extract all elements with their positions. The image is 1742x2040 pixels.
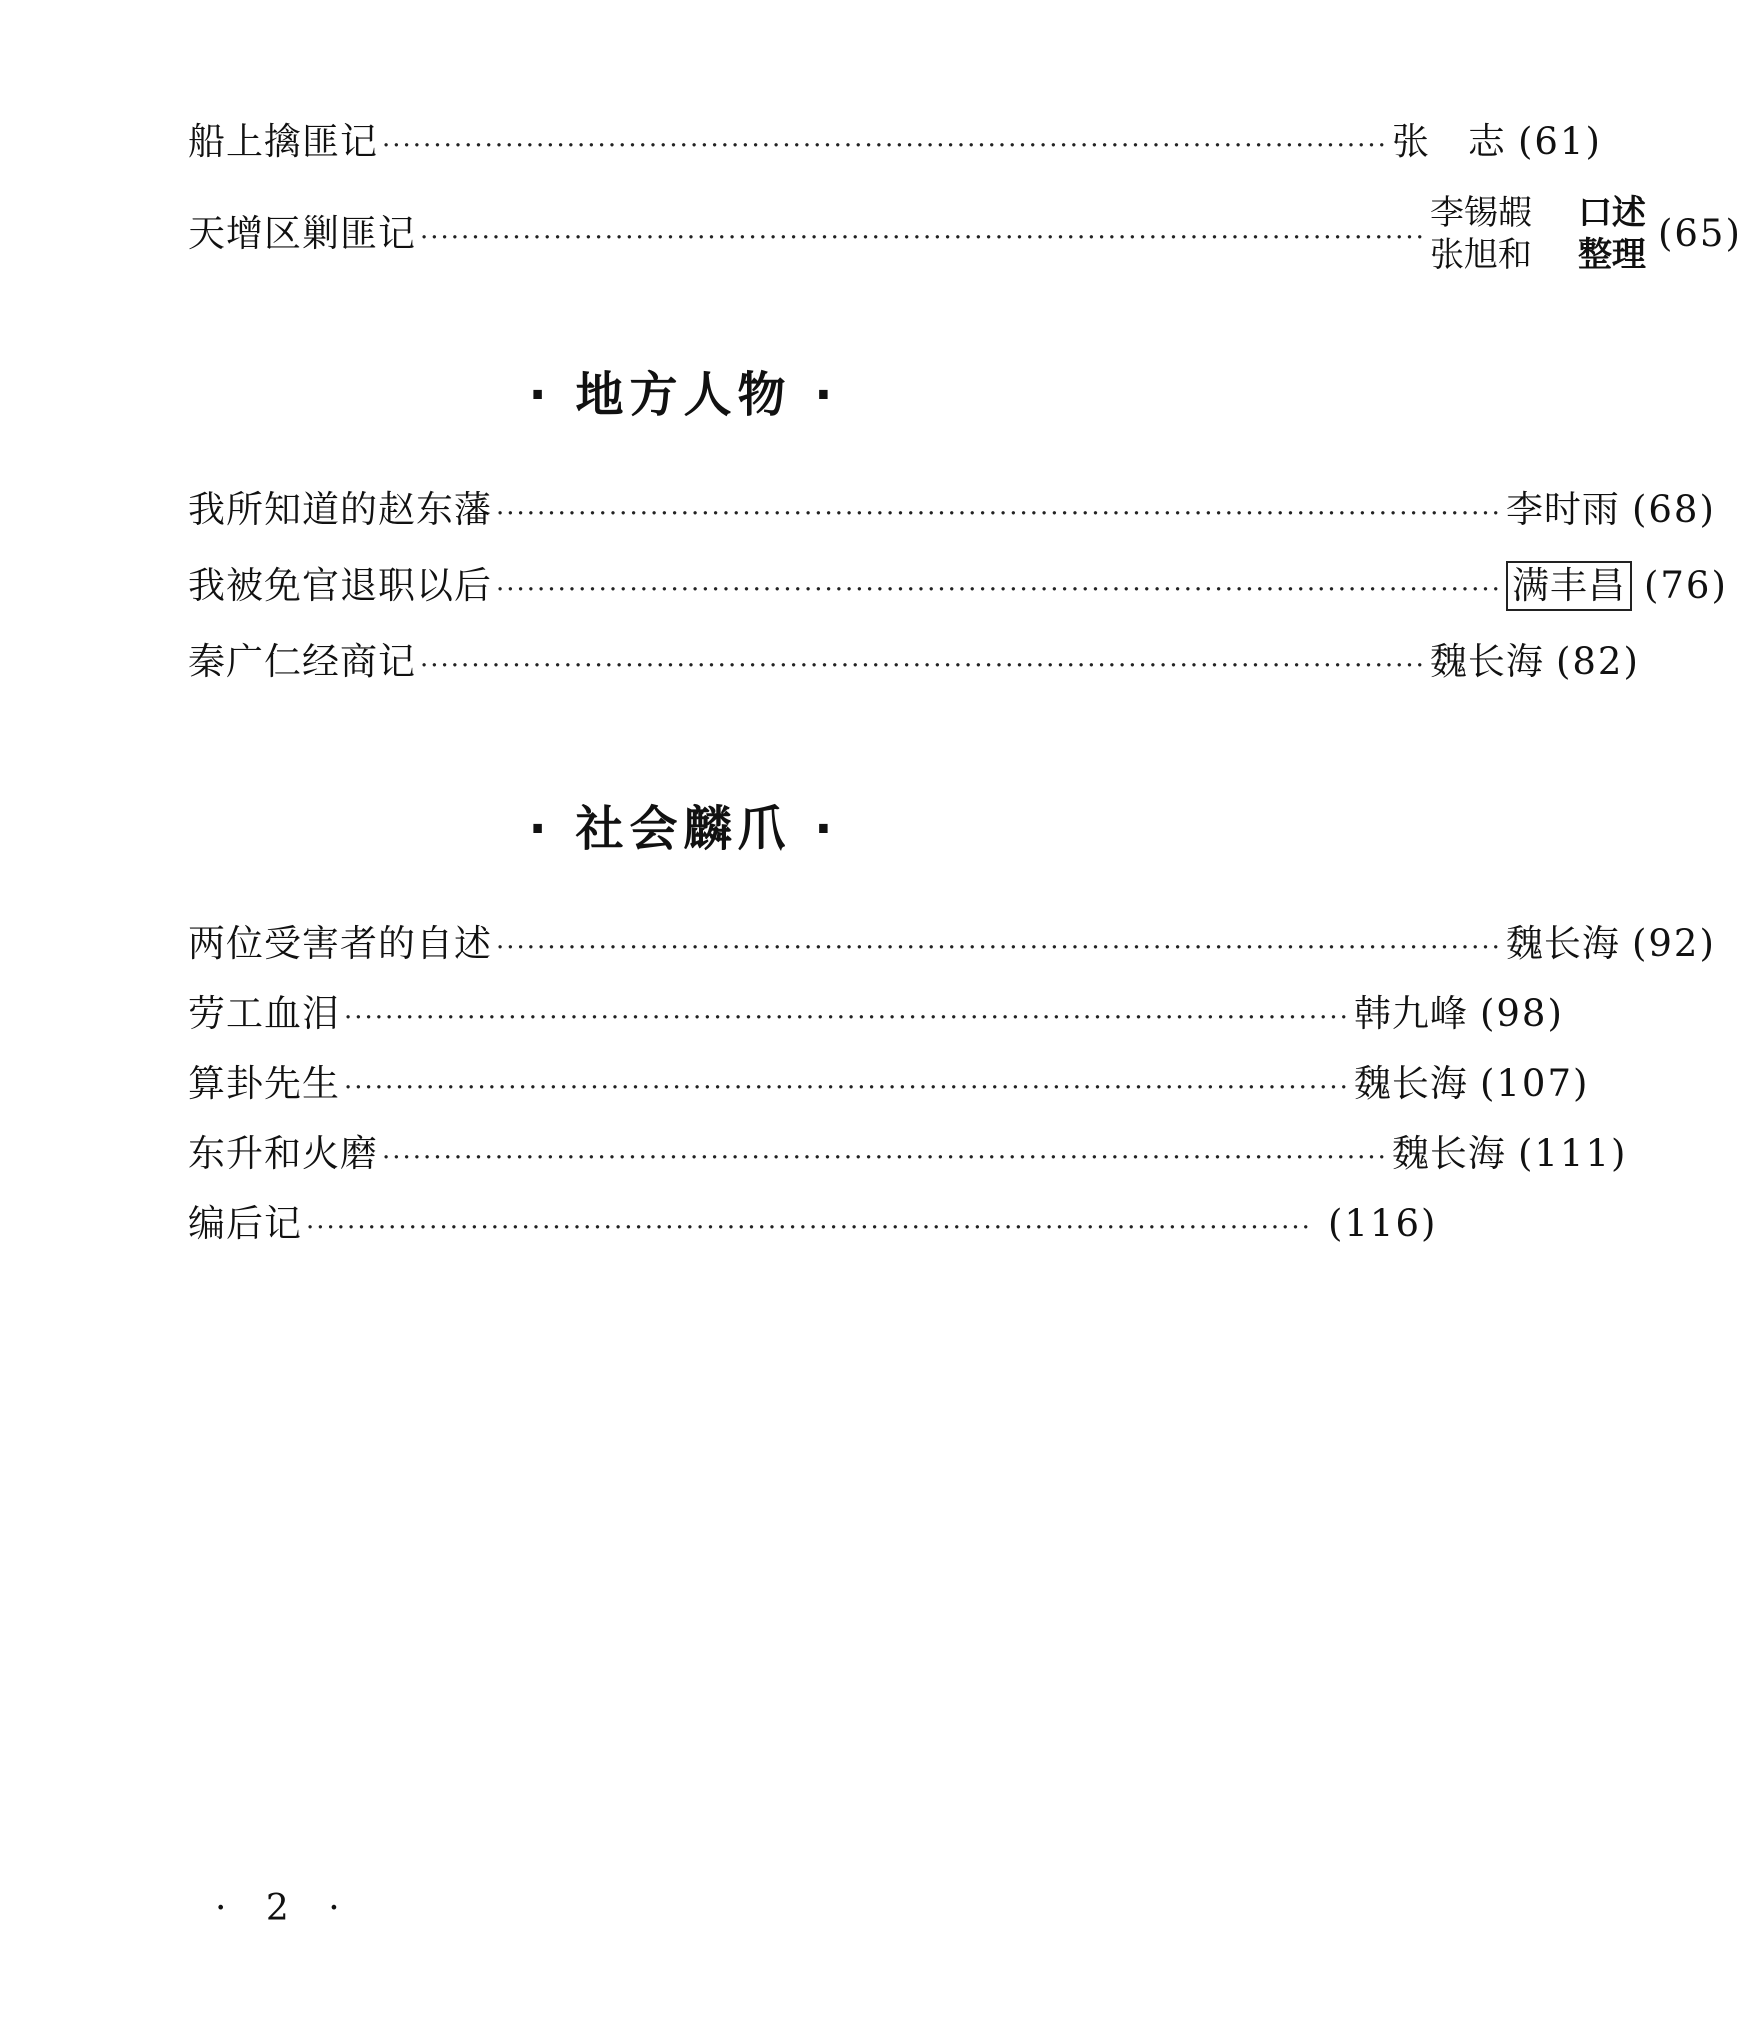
entry-page: (116) [1327, 1202, 1438, 1245]
entry-title: 我所知道的赵东藩 [188, 488, 492, 531]
entry-title: 秦广仁经商记 [188, 640, 416, 683]
entry-title: 两位受害者的自述 [188, 922, 492, 965]
toc-entry[interactable] [188, 482, 1716, 538]
entry-author: 魏长海 [1353, 1062, 1468, 1105]
entry-page: (111) [1517, 1132, 1628, 1175]
entry-title: 天增区剿匪记 [188, 212, 416, 255]
credit-row [1430, 234, 1646, 276]
dot-leader: ·································································································· [382, 1143, 1388, 1173]
dot-leader: ·································································································· [382, 131, 1388, 161]
entry-credits [1430, 192, 1646, 276]
toc-entry[interactable] [188, 634, 1640, 690]
entry-author: 李时雨 [1505, 488, 1620, 531]
toc-entry[interactable] [188, 114, 1602, 170]
dot-leader: ·································································································· [306, 1213, 1312, 1243]
dot-leader: ·································································································· [344, 1003, 1350, 1033]
entry-author: 满丰昌 [1506, 561, 1632, 611]
dot-leader: ·································································································· [344, 1073, 1350, 1103]
entry-title: 编后记 [188, 1202, 302, 1245]
credit-role: 口述 [1577, 193, 1646, 233]
entry-title: 劳工血泪 [188, 992, 340, 1035]
entry-page: (68) [1631, 488, 1716, 531]
dot-leader: ·································································································· [420, 223, 1426, 253]
entry-author: 魏长海 [1429, 640, 1544, 683]
page-number: · 2 · [215, 1888, 354, 1929]
entry-author: 张 志 [1391, 120, 1506, 163]
entry-page: (61) [1517, 120, 1602, 163]
entry-author: 魏长海 [1505, 922, 1620, 965]
dot-leader: ·································································································· [496, 933, 1502, 963]
toc-entry[interactable] [188, 1196, 1438, 1252]
dot-leader: ·································································································· [496, 575, 1502, 605]
dot-leader: ·································································································· [420, 651, 1426, 681]
section-heading: · 地方人物 · [528, 367, 839, 423]
entry-page: (82) [1555, 640, 1640, 683]
toc-entry[interactable] [188, 1126, 1628, 1182]
entry-page: (76) [1643, 564, 1728, 607]
toc-entry[interactable] [188, 184, 1742, 284]
entry-page: (107) [1479, 1062, 1590, 1105]
toc-entry[interactable] [188, 1056, 1590, 1112]
entry-title: 东升和火磨 [188, 1132, 378, 1175]
credit-name: 李锡嘏 [1429, 193, 1532, 233]
dot-leader: ·································································································· [496, 499, 1502, 529]
entry-title: 我被免官退职以后 [188, 564, 492, 607]
section-heading: · 社会麟爪 · [528, 801, 839, 857]
toc-entry[interactable] [188, 558, 1728, 614]
entry-author: 魏长海 [1391, 1132, 1506, 1175]
toc-entry[interactable] [188, 916, 1716, 972]
entry-title: 船上擒匪记 [188, 120, 378, 163]
entry-title: 算卦先生 [188, 1062, 340, 1105]
credit-role: 整理 [1577, 235, 1646, 275]
entry-page: (92) [1631, 922, 1716, 965]
entry-page: (98) [1479, 992, 1564, 1035]
entry-author: 韩九峰 [1353, 992, 1468, 1035]
toc-entry[interactable] [188, 986, 1564, 1042]
credit-name: 张旭和 [1429, 235, 1532, 275]
credit-row [1430, 192, 1646, 234]
entry-page: (65) [1657, 212, 1742, 255]
